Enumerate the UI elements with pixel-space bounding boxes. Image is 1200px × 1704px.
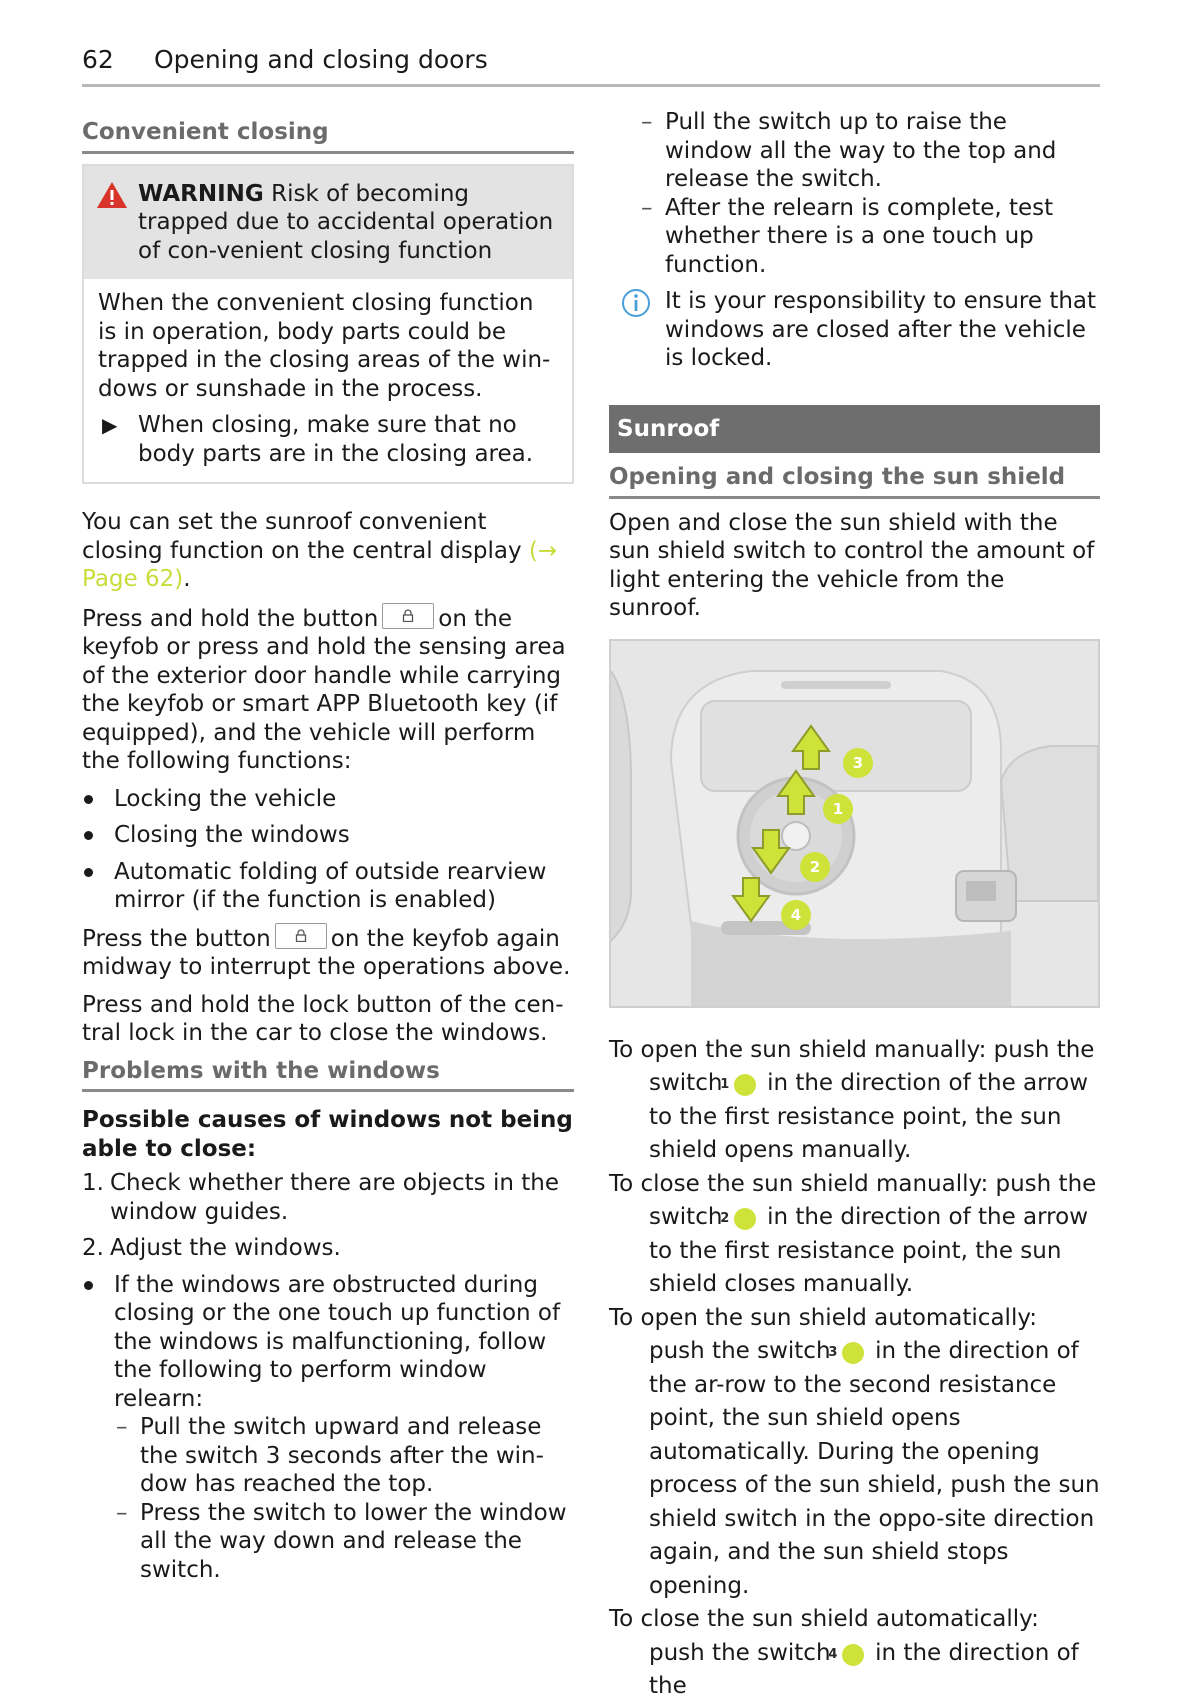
keyfob-lock-button-icon (275, 923, 327, 949)
page-header (82, 44, 1100, 87)
switch-number-badge: 3 (842, 1342, 864, 1364)
switch-number-badge: 4 (842, 1644, 864, 1666)
instruction-open-auto (609, 1302, 1100, 1604)
callout-3: 3 (852, 753, 864, 772)
switch-number-badge: 1 (734, 1074, 756, 1096)
callout-4: 4 (790, 905, 802, 924)
relearn-substeps-continued (609, 108, 1100, 279)
list-item-text: Locking the vehicle (114, 785, 337, 812)
lock-icon (402, 609, 414, 622)
play-arrow-icon: ▶ (102, 413, 118, 437)
warning-instruction (98, 411, 558, 468)
right-column (609, 108, 1100, 1704)
causes-title: Possible causes of windows not being able to close: (82, 1107, 573, 1162)
dash-item-text: Press the switch to lower the window all the way down and release the switch. (140, 1499, 567, 1583)
bullet-icon (84, 868, 93, 877)
dash-icon: – (116, 1414, 128, 1440)
paragraph-press-again (82, 923, 574, 982)
step-text: Adjust the windows. (110, 1235, 341, 1261)
list-item-text: Automatic folding of outside rearview mirror (if the function is enabled) (114, 858, 547, 913)
info-icon (621, 288, 651, 318)
dash-icon: – (641, 194, 653, 221)
instruction-open-manual (609, 1034, 1100, 1168)
bullet-icon (84, 1281, 93, 1290)
list-item-text: Closing the windows (114, 822, 350, 848)
instruction-text: in the direction of the (649, 1639, 1079, 1699)
warning-triangle-icon (96, 181, 128, 209)
warning-body (84, 279, 572, 482)
page-title: Opening and closing doors (154, 45, 488, 74)
paragraph-end: . (183, 566, 191, 592)
section-heading-sun-shield: Opening and closing the sun shield (609, 463, 1100, 499)
page-number: 62 (82, 45, 114, 74)
instruction-text: To close the sun shield manually: push the switch (609, 1170, 1097, 1230)
paragraph-text: Press and hold the button (82, 605, 379, 632)
dash-item (639, 108, 1100, 194)
keyfob-lock-button-icon (382, 603, 434, 629)
left-column (82, 118, 574, 1592)
paragraph-central-display (82, 508, 574, 594)
warning-header (84, 166, 572, 280)
instruction-text: To open the sun shield manually: push the switch (609, 1036, 1095, 1096)
instruction-text: in the direction of the ar-row to the second resistance point, the sun shield opens automatically. During the opening process of the sun shield, push the sun shield switch in the oppo-site direction again, and the sun shield stops opening. (649, 1338, 1100, 1599)
relearn-substeps (114, 1413, 574, 1584)
dash-item (114, 1413, 574, 1499)
dash-item-text: Pull the switch up to raise the window all the way to the top and release the switch. (665, 109, 1057, 192)
section-heading-window-problems: Problems with the windows (82, 1057, 574, 1093)
instruction-text: in the direction of the arrow to the first resistance point, the sun shield opens manually. (649, 1070, 1089, 1163)
info-note (609, 287, 1100, 373)
relearn-list (82, 1271, 574, 1585)
info-text: It is your responsibility to ensure that windows are closed after the vehicle is locked. (665, 288, 1097, 371)
warning-text: When the convenient closing function is in operation, body parts could be trapped in the closing areas of the win-dows or sunshade in the process. (98, 290, 551, 402)
section-heading-convenient-closing: Convenient closing (82, 118, 574, 154)
instruction-text: in the direction of the arrow to the first resistance point, the sun shield closes manually. (649, 1204, 1089, 1297)
sun-shield-intro: Open and close the sun shield with the sun shield switch to control the amount of light entering the vehicle from the sunroof. (609, 509, 1095, 621)
dash-item (639, 194, 1100, 280)
section-bar-sunroof: Sunroof (609, 405, 1100, 454)
list-item (82, 785, 574, 814)
page-reference-link[interactable]: (→ Page 62) (82, 537, 558, 592)
bullet-icon (84, 831, 93, 840)
steps-list (82, 1169, 574, 1263)
dash-icon: – (116, 1499, 128, 1526)
paragraph-text: You can set the sunroof convenient closing function on the central display (82, 509, 529, 564)
instruction-text: To open the sun shield automatically: push the switch (609, 1304, 1038, 1364)
list-item (82, 821, 574, 850)
warning-instruction-text: When closing, make sure that no body parts are in the closing area. (138, 412, 534, 467)
paragraph-text: Press the button (82, 925, 271, 952)
step-number: 2. (82, 1235, 104, 1261)
warning-title: Risk of becoming trapped due to accidental operation of con-venient closing function (138, 180, 554, 264)
list-item (82, 1271, 574, 1585)
step-number: 1. (82, 1170, 104, 1196)
step-item (82, 1169, 574, 1226)
dash-icon: – (641, 109, 653, 135)
paragraph-central-lock: Press and hold the lock button of the cen-tral lock in the car to close the windows. (82, 991, 564, 1046)
instruction-text: To close the sun shield automatically: push the switch (609, 1606, 1039, 1666)
step-text: Check whether there are objects in the window guides. (110, 1170, 559, 1225)
step-item (82, 1234, 574, 1263)
instruction-close-manual (609, 1168, 1100, 1302)
paragraph-press-hold (82, 603, 574, 776)
lock-icon (295, 929, 307, 942)
callout-1: 1 (832, 799, 844, 818)
sun-shield-figure (609, 639, 1100, 1008)
paragraph-text: on the keyfob again midway to interrupt the operations above. (82, 925, 571, 980)
instruction-close-auto (609, 1603, 1100, 1704)
callout-2: 2 (809, 857, 821, 876)
switch-number-badge: 2 (734, 1208, 756, 1230)
list-item-text: If the windows are obstructed during closing or the one touch up function of the windows is malfunctioning, follow the following to perform window relearn: (114, 1271, 561, 1412)
warning-label: WARNING (138, 180, 264, 207)
function-list (82, 785, 574, 915)
sun-shield-illustration (611, 641, 1098, 1006)
list-item (82, 858, 574, 915)
dash-item (114, 1499, 574, 1585)
dash-item-text: Pull the switch upward and release the switch 3 seconds after the win-dow has reached the top. (140, 1414, 544, 1497)
bullet-icon (84, 795, 93, 804)
paragraph-text: on the keyfob or press and hold the sensing area of the exterior door handle while carrying the keyfob or smart APP Bluetooth key (if equipped), and the vehicle will perform the following functions: (82, 605, 566, 774)
dash-item-text: After the relearn is complete, test whether there is a one touch up function. (665, 194, 1054, 278)
warning-box (82, 164, 574, 485)
